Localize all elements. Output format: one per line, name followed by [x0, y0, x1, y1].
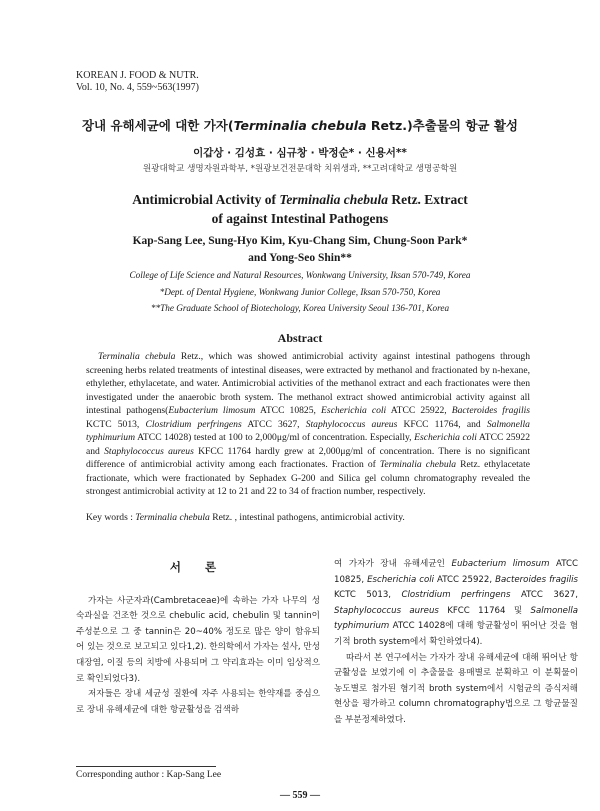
right-column [334, 557, 578, 729]
abstract-heading: Abstract [277, 331, 323, 345]
english-title-line1 [0, 190, 600, 209]
abstract-body [86, 350, 530, 499]
organism-name: Terminalia chebula [379, 459, 457, 470]
paragraph: 저자들은 장내 세균성 질환에 자주 사용되는 한약재를 중심으로 장내 유해세균에 대한 항균활성을 검색하 [76, 689, 320, 715]
english-authors [0, 233, 600, 267]
abstract-text: KCTC 5013, [86, 418, 146, 430]
title-part: Retz. Extract [387, 192, 468, 207]
page-number: ― 559 ― [280, 790, 320, 801]
keywords [86, 512, 530, 523]
english-authors-line2: and Yong-Seo Shin** [248, 252, 352, 264]
text: ATCC 25922, [434, 574, 496, 585]
abstract-species: Terminalia chebula [98, 351, 176, 362]
english-affiliations [0, 267, 600, 317]
left-column [76, 560, 320, 718]
organism-name: Salmonella typhimurium [334, 605, 578, 632]
organism-name: Staphylococcus aureus [305, 418, 398, 430]
text: ATCC 3627, [510, 590, 578, 601]
affiliation-1: College of Life Science and Natural Resources, Wonkwang University, Iksan 570-749, Korea [129, 270, 471, 280]
text: 여 가자가 장내 유해세균인 [334, 559, 452, 569]
title-part: Antimicrobial Activity of [132, 192, 280, 207]
paragraph: 가자는 사군자과(Cambretaceae)에 속하는 가자 나무의 성숙과실을 건조한 것으로 chebulic acid, chebulin 및 tannin이 주성분으로 그 중 tannin은 20~40% 정도로 많은 양이 함유되어 있는 것으로 보고되고 있다1,2). 한의학에서 가자는 설사, 만성대장염, 이질 등의 치방에 사용되며 그 약리효과는 이미 임상적으로 확인되었다3). [76, 595, 320, 684]
journal-volume: Vol. 10, No. 4, 559~563(1997) [76, 82, 200, 93]
organism-name: Eubacterium limosum [168, 405, 256, 416]
organism-name: Escherichia coli [320, 405, 387, 416]
text: ATCC 14028에 대해 항균활성이 뛰어난 것을 혐기적 broth system에서 확인하였다4). [334, 621, 578, 647]
keywords-species: Terminalia chebula [135, 512, 210, 523]
english-authors-line1: Kap-Sang Lee, Sung-Hyo Kim, Kyu-Chang Sim, Chung-Soon Park* [132, 235, 468, 247]
organism-name: Bacteroides fragilis [451, 405, 531, 416]
abstract-text: KFCC 11764, and [397, 418, 487, 430]
paragraph [334, 557, 578, 651]
paragraph: 따라서 본 연구에서는 가자가 장내 유해세균에 대해 뛰어난 항균활성을 보였기에 이 추출물을 용매별로 분획하고 이 분획물이 농도별로 첨가된 혐기적 broth system에서 시험균의 증식저해현상을 평가하고 column chromatography법으로 그 항균물질을 부분정제하였다. [334, 652, 578, 725]
abstract-text: Retz., which was showed antimicrobial activity against intestinal pathogens through screening herbs related treatments of intestinal diseases, were extracted by methanol and fractionated by n-hexane, ethylether, ethylacetate, and water. Antimicrobial activities of the methanol extract and each fractionates were then investigated under the anaerobic broth system. The methanol extract showed antimicrobial activity against all intestinal pathogens( [86, 351, 530, 416]
korean-title-pre: 장내 유해세균에 대한 가자( [81, 118, 234, 133]
organism-name: Salmonella typhimurium [86, 418, 530, 443]
organism-name: Clostridium perfringens [401, 590, 511, 601]
abstract-text: Retz. ethylacetate fractionate, which were fractionated by Sephadex G-200 and Silica gel column chromatography revealed the strongest antimicrobial activity at 12 to 21 and 22 to 34 of fraction number, respectively. [86, 459, 530, 497]
organism-name: Bacteroides fragilis [495, 574, 578, 585]
organism-name: Eubacterium limosum [451, 559, 550, 569]
organism-name: Staphylococcus aureus [104, 445, 194, 457]
affiliation-3: **The Graduate School of Biotechology, Korea University Seoul 136-701, Korea [150, 303, 450, 313]
title-species: Terminalia chebula [279, 192, 388, 207]
korean-authors: 이갑상 · 김성효 · 심규창 · 박정순* · 신용서** [193, 147, 407, 159]
korean-title [0, 116, 600, 134]
korean-title-species: Terminalia chebula [233, 118, 367, 133]
organism-name: Clostridium perfringens [145, 418, 242, 430]
section-heading: 서 론 [169, 560, 227, 574]
korean-title-post: Retz.)추출물의 항균 활성 [366, 118, 518, 133]
abstract-text: ATCC 3627, [241, 418, 306, 430]
text: ATCC 10825, [334, 559, 578, 585]
abstract-text: ATCC 25922, [386, 405, 452, 416]
text: KCTC 5013, [334, 590, 402, 601]
organism-name: Staphylococcus aureus [334, 605, 439, 616]
journal-name: KOREAN J. FOOD & NUTR. [76, 70, 199, 81]
abstract-text: ATCC 10825, [255, 405, 321, 416]
english-title [0, 190, 600, 228]
korean-affiliations: 원광대학교 생명자원과학부, *원광보건전문대학 치위생과, **고려대학교 생명공학원 [142, 164, 458, 174]
organism-name: Escherichia coli [367, 574, 434, 585]
keywords-label: Key words : [86, 512, 136, 523]
abstract-text: ATCC 14028) tested at 100 to 2,000μg/ml of concentration. Especially, [135, 432, 415, 443]
abstract-text: KFCC 11764 hardly grew at 2,000μg/ml of concentration. There is no significant difference of antimicrobial activity among each fractionates. Fraction of [86, 445, 530, 470]
english-title-line2: of against Intestinal Pathogens [211, 211, 389, 226]
abstract-text: ATCC 25922 and [86, 432, 530, 457]
keywords-rest: Retz. , intestinal pathogens, antimicrobial activity. [209, 512, 405, 523]
affiliation-2: *Dept. of Dental Hygiene, Wonkwang Junior College, Iksan 570-750, Korea [159, 286, 441, 297]
journal-citation [76, 70, 199, 94]
text: KFCC 11764 및 [438, 605, 531, 616]
organism-name: Escherichia coli [414, 432, 477, 443]
footnote-divider [76, 766, 216, 767]
corresponding-author: Corresponding author : Kap-Sang Lee [76, 770, 222, 780]
